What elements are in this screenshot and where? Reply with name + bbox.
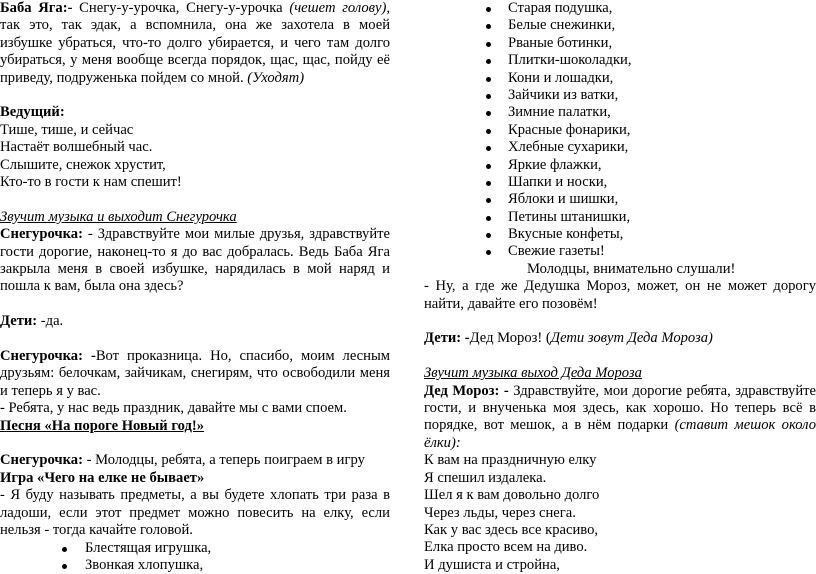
speaker-label: Снегурочка: [0,226,83,243]
bullet-icon [486,111,491,116]
speech-text: - Молодцы, ребята, а теперь поиграем в игру [82,452,365,469]
poem-line: Как у вас здесь все красиво, [424,521,599,538]
bullet-icon [62,564,67,569]
list-item: Хлебные сухарики, [424,139,816,156]
snegurochka-paragraph [0,348,390,400]
music-cue: Звучит музыка и выходит Снегурочка [0,208,237,225]
speaker-label: Баба Яга:- [0,0,73,16]
song-title: Песня «На пороге Новый год!» [0,417,205,434]
stage-direction: Дети зовут Деда Мороза) [550,330,713,347]
list-item: Кони и лошадки, [424,70,816,87]
bullet-icon [486,24,491,29]
bullet-icon [486,146,491,151]
bullet-icon [486,77,491,82]
bullet-icon [486,59,491,64]
poem-line: Тише, тише, и сейчас [0,121,134,138]
list-item: Яркие флажки, [424,157,816,174]
bullet-icon [486,181,491,186]
bullet-icon [62,547,67,552]
poem-line: Через льды, через снега. [424,504,576,521]
speech-text: Дед Мороз! ( [469,330,551,347]
game-items-list [0,540,390,574]
list-item: Яблоки и шишки, [424,191,816,208]
speech-text: Здравствуйте, мои дорогие ребята, здравствуйте гости, и внученька моя здесь, как хорошо. Но теперь всё в порядке, вот мешок, а в нём подарки [424,382,816,434]
poem-line: И душиста и стройна, [424,556,560,573]
stage-direction: (Уходят) [247,69,305,86]
game-items-list [424,0,816,261]
speaker-label: Дети: [0,313,38,330]
speech-text: так это, так эдак, а вспомнила, она же захотела в моей избушке убраться, что-то долго убирается, и чего там долго убираться, у меня вообще всегда порядок, щас, щас, пойду её приведу, подруженька пойдем со мной. [0,17,390,86]
bullet-icon [486,164,491,169]
stage-direction: (ставит мешок около ёлки): [424,417,816,451]
stage-direction: (чешет голову), [289,0,390,16]
poem-line: Шел я к вам довольно долго [424,487,600,504]
kids-paragraph [424,330,816,347]
bullet-icon [486,94,491,99]
kids-paragraph [0,313,390,330]
poem-line: Слышите, снежок хрустит, [0,156,166,173]
snegurochka-paragraph [0,226,390,296]
speech-line: - Ребята, у нас ведь праздник, давайте мы с вами споем. [0,400,347,417]
speech-text: Снегу-у-урочка, Снегу-у-урочка [72,0,290,16]
bullet-icon [486,216,491,221]
speaker-label: Дед Мороз: - [424,382,509,399]
host-speaker [0,104,390,121]
game-rules: - Я буду называть предметы, а вы будете хлопать три раза в ладоши, если этот предмет можно повесить на елку, если нельзя - тогда качайте головой. [0,487,390,539]
list-item: Шапки и носки, [424,174,816,191]
speech-text: -да. [37,313,64,330]
baba-yaga-paragraph [0,0,390,87]
bullet-icon [486,250,491,255]
list-item: Белые снежинки, [424,17,816,34]
bullet-icon [486,198,491,203]
question-paragraph: - Ну, а где же Дедушка Мороз, может, он не может дорогу найти, давайте его позовём! [424,278,816,312]
list-item: Зимние палатки, [424,104,816,121]
list-item: Вкусные конфеты, [424,226,816,243]
right-column [424,0,816,574]
speech-text: Вот проказница. Но, спасибо, моим лесным друзьям: белочкам, зайчикам, снегирям, что освободили меня и теперь я у вас. [0,348,390,399]
bullet-icon [486,129,491,134]
list-item: Звонкая хлопушка, [0,557,390,574]
praise-line: Молодцы, внимательно слушали! [527,260,736,277]
list-item: Зайчики из ватки, [424,87,816,104]
list-item: Блестящая игрушка, [0,540,390,557]
list-item: Плитки-шоколадки, [424,52,816,69]
speaker-label: Снегурочка: - [0,348,96,365]
speaker-label: Снегурочка: [0,452,83,469]
bullet-icon [486,7,491,12]
speech-text: - Здравствуйте мои милые друзья, здравствуйте гости дорогие, наконец-то я до вас добралась. Ведь Баба Яга закрыла меня в своей избушке, нарядилась в мой наряд и пошла к вам, была она здесь? [0,226,390,295]
list-item: Петины штанишки, [424,209,816,226]
ded-moroz-paragraph [424,383,816,453]
speaker-label: Ведущий: [0,104,65,121]
left-column [0,0,390,574]
game-title: Игра «Чего на елке не бывает» [0,469,205,486]
list-item: Старая подушка, [424,0,816,17]
list-item: Свежие газеты! [424,243,816,260]
list-item: Красные фонарики, [424,122,816,139]
poem-line: Кто-то в гости к нам спешит! [0,174,182,191]
snegurochka-paragraph [0,452,390,469]
poem-line: Елка просто всем на диво. [424,539,588,556]
music-cue: Звучит музыка выход Деда Мороза [424,365,642,382]
poem-line: Я спешил издалека. [424,469,547,486]
poem-line: К вам на праздничную елку [424,452,597,469]
bullet-icon [486,233,491,238]
speaker-label: Дети: - [424,330,470,347]
list-item: Рваные ботинки, [424,35,816,52]
bullet-icon [486,42,491,47]
poem-line: Настаёт волшебный час. [0,139,153,156]
